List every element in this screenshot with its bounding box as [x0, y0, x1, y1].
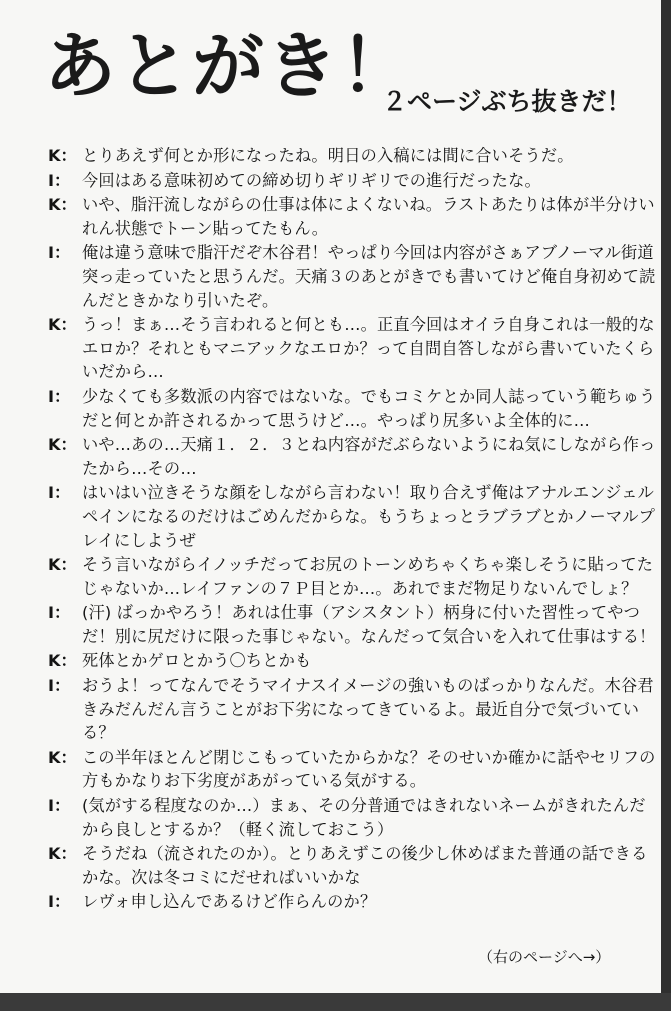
- dialogue-line: [48, 890, 658, 914]
- dialogue-line: [48, 601, 658, 648]
- speaker-label: I：: [48, 892, 71, 912]
- dialogue-text: おうよ！ってなんでそうマイナスイメージの強いものばっかりなんだ。木谷君きみだんだん言うことがお下劣になってきているよ。最近自分で気づいている？: [82, 676, 654, 743]
- dialogue-text: そう言いながらイノッチだってお尻のトーンめちゃくちゃ楽しそうに貼ってたじゃないか…レイファンの７Ｐ目とか…。あれでまだ物足りないんでしょ？: [82, 555, 654, 598]
- dialogue-line: [48, 313, 658, 384]
- dialogue-line: [48, 746, 658, 793]
- speaker-label: K：: [48, 435, 77, 455]
- speaker-label: I：: [48, 603, 71, 623]
- dialogue-text: うっ！まぁ…そう言われると何とも…。正直今回はオイラ自身これは一般的なエロか？それともマニアックなエロか？って自問自答しながら書いていたくらいだから…: [82, 315, 655, 382]
- dialogue-line: [48, 433, 658, 480]
- dialogue-text: いや、脂汗流しながらの仕事は体によくないね。ラストあたりは体が半分けいれん状態でトーン貼ってたもん。: [82, 195, 655, 238]
- dialogue-line: [48, 553, 658, 600]
- dialogue-text: この半年ほとんど閉じこもっていたからかな？そのせいか確かに話やセリフの方もかなりお下劣度があがっている気がする。: [82, 747, 656, 791]
- dialogue-line: [48, 241, 658, 312]
- dialogue-text: (気がする程度なのか…）まぁ、その分普通ではきれないネームがきれたんだから良しとするか？（軽く流しておこう）: [82, 796, 646, 839]
- dialogue-line: [48, 193, 658, 240]
- dialogue-text: いや…あの…天痛１．２．３とね内容がだぶらないようにね気にしながら作ったから…その…: [82, 435, 656, 478]
- dialogue-text: 死体とかゲロとかう〇ちとかも: [82, 651, 312, 671]
- scan-border-bottom: [0, 993, 671, 1011]
- scan-border-right: [661, 0, 671, 1011]
- dialogue-line: [48, 794, 658, 841]
- dialogue-line: [48, 842, 658, 889]
- page-subtitle: ２ページぶち抜きだ！: [382, 87, 632, 116]
- speaker-label: K：: [48, 747, 77, 767]
- dialogue-line: [48, 144, 658, 168]
- dialogue-line: [48, 481, 658, 552]
- speaker-label: K：: [48, 195, 77, 215]
- dialogue-text: とりあえず何とか形になったね。明日の入稿には間に合いそうだ。: [82, 146, 574, 165]
- speaker-label: I：: [48, 243, 71, 263]
- dialogue-text: 俺は違う意味で脂汗だぞ木谷君！やっぱり今回は内容がさぁアブノーマル街道突っ走っていたと思うんだ。天痛３のあとがきでも書いてけど俺自身初めて読んだときかなり引いたぞ。: [82, 243, 656, 310]
- speaker-label: I：: [48, 170, 71, 190]
- speaker-label: I：: [48, 386, 71, 406]
- speaker-label: K：: [48, 651, 77, 671]
- dialogue-text: そうだね（流されたのか）。とりあえずこの後少し休めばまた普通の話できるかな。次は冬コミにだせればいいかな: [82, 844, 648, 887]
- speaker-label: K：: [48, 146, 77, 165]
- dialogue-text: はいはい泣きそうな顔をしながら言わない！取り合えず俺はアナルエンジェルペインになるのだけはごめんだからな。もうちょっとラブラブとかノーマルプレイにしようぜ: [82, 483, 656, 550]
- speaker-label: I：: [48, 796, 71, 816]
- dialogue-line: [48, 649, 658, 673]
- dialogue-list: [48, 144, 658, 914]
- speaker-label: K：: [48, 844, 77, 864]
- speaker-label: I：: [48, 483, 71, 503]
- speaker-label: K：: [48, 555, 77, 575]
- continued-note: （右のページへ→）: [478, 948, 611, 966]
- dialogue-text: 少なくても多数派の内容ではないな。でもコミケとか同人誌っていう範ちゅうだと何とか許されるかって思うけど…。やっぱり尻多いよ全体的に…: [82, 386, 656, 430]
- dialogue-text: 今回はある意味初めての締め切りギリギリでの進行だったな。: [82, 170, 541, 190]
- dialogue-line: [48, 385, 658, 432]
- speaker-label: I：: [48, 676, 71, 696]
- dialogue-text: レヴォ申し込んであるけど作らんのか？: [82, 892, 377, 912]
- dialogue-text: (汗) ばっかやろう！あれは仕事（アシスタント）柄身に付いた習性ってやつだ！別に尻だけに限った事じゃない。なんだって気合いを入れて仕事はする！: [82, 603, 656, 646]
- dialogue-line: [48, 169, 658, 193]
- page-title: あとがき！: [44, 24, 415, 108]
- speaker-label: K：: [48, 315, 77, 335]
- dialogue-line: [48, 674, 658, 745]
